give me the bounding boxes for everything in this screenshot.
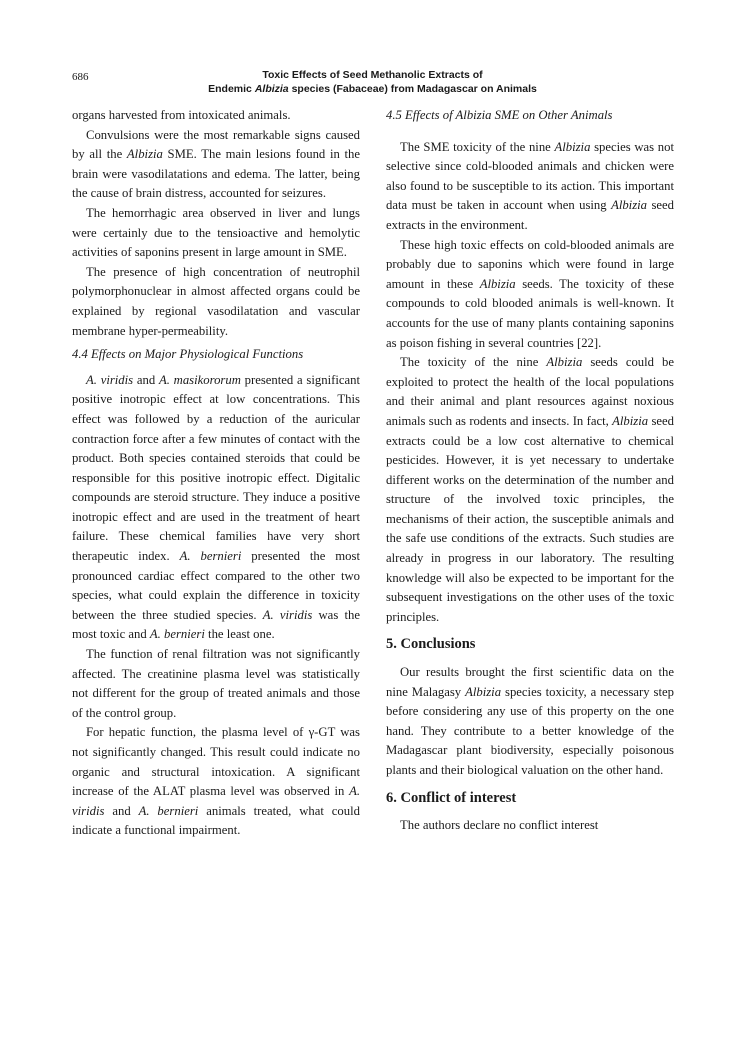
paragraph: The authors declare no conflict interest: [400, 818, 599, 833]
paragraph: The toxicity of the nine Albizia seeds could be exploited to protect the health of the local populations and their animal and plant resources against noxious animals such as rodents and insects. In fact, Albizia seed extracts could be a low cost alternative to chemical pesticides. However, it is yet necessary to undertake different works on the determination of the number and structure of the involved toxic principles, the mechanisms of their action, the susceptible animals and the safe use conditions of the extracts. Such studies are already in progress in our laboratory. The resulting knowledge will also be expected to be important for the subsequent investigations on the other uses of the toxic principles.: [386, 355, 674, 624]
section-heading-conclusions: 5. Conclusions: [386, 636, 476, 653]
header-line-1: Toxic Effects of Seed Methanolic Extracts of: [262, 69, 483, 81]
header-text: species (Fabaceae) from Madagascar on Animals: [288, 82, 537, 95]
section-heading-4-5: 4.5 Effects of Albizia SME on Other Animals: [386, 108, 613, 122]
section-heading-4-4: 4.4 Effects on Major Physiological Functions: [72, 347, 304, 362]
header-genus: Albizia: [254, 82, 289, 95]
paragraph: These high toxic effects on cold-blooded animals are probably due to saponins which were found in large amount in these Albizia seeds. The toxicity of these compounds to cold blooded animals is well-known. It accounts for the use of many plants containing saponins as poison fishing in several countries [22].: [386, 237, 674, 350]
left-column: [72, 106, 360, 841]
paragraph: The function of renal filtration was not significantly affected. The creatinine plasma level was statistically not different for the group of treated animals and those of the control group.: [72, 647, 360, 720]
paragraph: Convulsions were the most remarkable signs caused by all the Albizia SME. The main lesions found in the brain were vasodilatations and edema. The latter, being the cause of brain distress, accounted for seizures.: [72, 127, 360, 201]
running-header: [110, 69, 635, 96]
paragraph: The hemorrhagic area observed in liver and lungs were certainly due to the tensioactive and hemolytic activities of saponins present in large amount in SME.: [72, 205, 360, 260]
header-text: Endemic: [208, 82, 255, 95]
paragraph: Our results brought the first scientific data on the nine Malagasy Albizia species toxicity, a necessary step before considering any use of this property on the one hand. They contribute to a better knowledge of the Madagascar plant biodiversity, especially poisonous plants and their biological valuation on the other hand.: [386, 665, 674, 777]
paragraph: A. viridis and A. masikororum presented a significant positive inotropic effect at low concentrations. This effect was followed by a reduction of the auricular contraction force after a few minutes of contact with the product. Both species contained steroids that could be responsible for this positive inotropic effect. Digitalic compounds are steroid structure. They induce a positive inotropic effect and are used in the treatment of heart failure. These chemical families have very short therapeutic index. A. bernieri presented the most pronounced cardiac effect compared to the other two species, what could explain the difference in toxicity between the three studied species. A. viridis was the most toxic and A. bernieri the least one.: [72, 372, 360, 642]
page-number: 686: [72, 71, 89, 83]
paragraph: The presence of high concentration of neutrophil polymorphonuclear in almost affected organs could be explained by regional vasodilatation and vascular membrane hyper-permeability.: [72, 264, 360, 338]
section-heading-conflict: 6. Conflict of interest: [386, 789, 517, 806]
paragraph: The SME toxicity of the nine Albizia species was not selective since cold-blooded animals and chicken were also found to be susceptible to its action. This important data must be taken in account when using Albizia seed extracts in the environment.: [386, 139, 674, 232]
paragraph: For hepatic function, the plasma level of γ-GT was not significantly changed. This result could indicate no organic and structural intoxication. A significant increase of the ALAT plasma level was observed in A. viridis and A. bernieri animals treated, what could indicate a functional impairment.: [72, 725, 360, 838]
header-line-2: [110, 83, 635, 97]
paragraph: organs harvested from intoxicated animals.: [72, 108, 291, 122]
right-column: [386, 106, 674, 836]
